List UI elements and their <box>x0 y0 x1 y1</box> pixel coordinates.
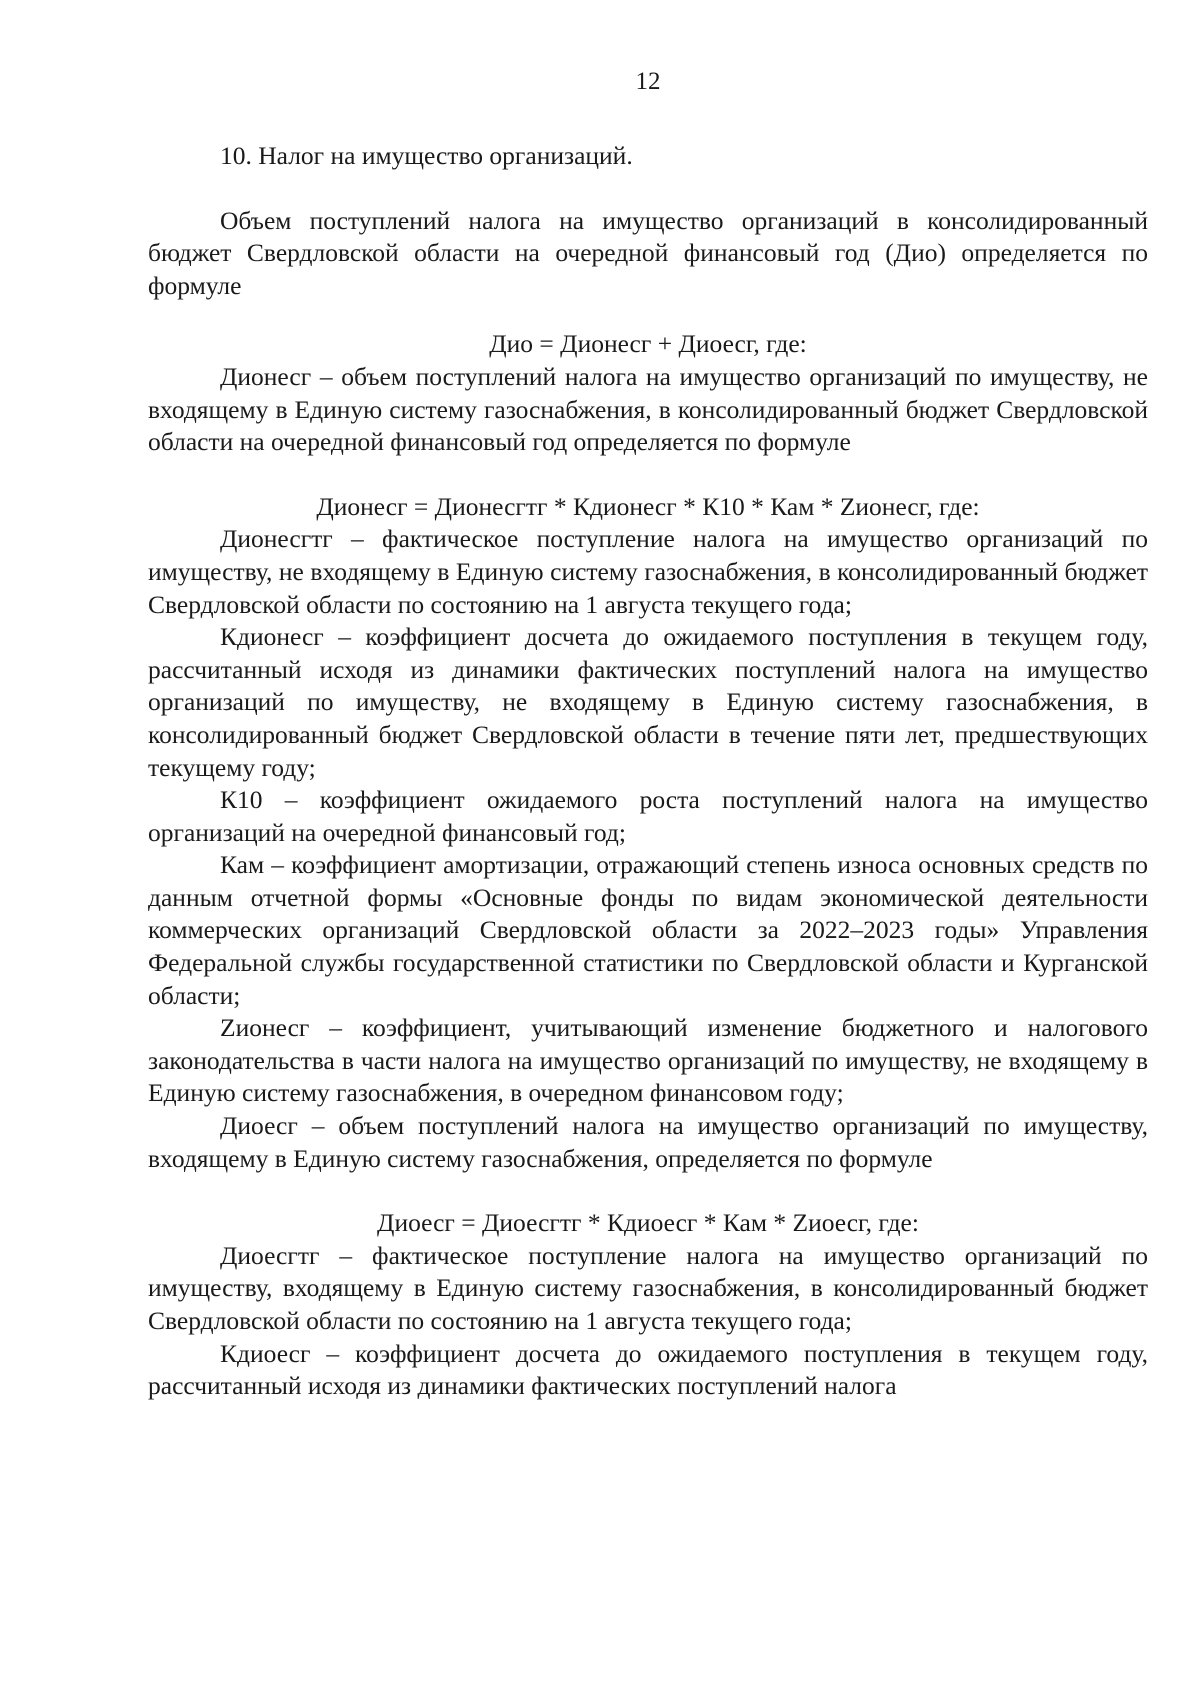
definition-kdioesg <box>148 1338 1148 1403</box>
definition-dionesg <box>148 361 1148 459</box>
formula-dioesg: Диоесг = Диоесгтг * Кдиоесг * Кам * Zиоесг, где: <box>377 1208 919 1238</box>
document-body <box>148 140 1148 1403</box>
definition-kam <box>148 849 1148 1012</box>
definition-k10 <box>148 784 1148 849</box>
definition-zionesg <box>148 1012 1148 1110</box>
definition-term: Дионесгтг <box>220 524 333 554</box>
definition-text: – коэффициент ожидаемого роста поступлений налога на имущество организаций на очередной финансовый год; <box>148 785 1148 847</box>
definition-text: – коэффициент амортизации, отражающий степень износа основных средств по данным отчетной формы «Основные фонды по видам экономической деятельности коммерческих организаций Свердловской области за 2022–2023 годы» Управления Федеральной службы государственной статистики по Свердловской области и Курганской области; <box>148 850 1148 1010</box>
definition-term: Zионесг <box>220 1013 310 1043</box>
section-heading: 10. Налог на имущество организаций. <box>220 141 633 170</box>
page-number: 12 <box>635 68 661 95</box>
definition-text: – объем поступлений налога на имущество организаций по имуществу, входящему в Единую систему газоснабжения, определяется по формуле <box>148 1111 1148 1173</box>
definition-text: – фактическое поступление налога на имущество организаций по имуществу, не входящему в Единую систему газоснабжения, в консолидированный бюджет Свердловской области по состоянию на 1 августа текущего года; <box>148 524 1148 619</box>
spacer <box>148 173 1148 205</box>
definition-text: – объем поступлений налога на имущество организаций по имуществу, не входящему в Единую систему газоснабжения, в консолидированный бюджет Свердловской области на очередной финансовый год определяется по формуле <box>148 361 1148 457</box>
spacer <box>148 459 1148 491</box>
definition-kdionesg <box>148 621 1148 784</box>
definition-term: Диоесг <box>220 1111 298 1141</box>
definition-text: – коэффициент досчета до ожидаемого поступления в текущем году, рассчитанный исходя из динамики фактических поступлений налога <box>148 1338 1148 1401</box>
definition-text: – коэффициент досчета до ожидаемого поступления в текущем году, рассчитанный исходя из динамики фактических поступлений налога на имущество организаций по имуществу, не входящему в Единую систему газоснабжения, в консолидированный бюджет Свердловской области в течение пяти лет, предшествующих текущему году; <box>148 622 1148 782</box>
formula-dio: Дио = Дионесг + Диоесг, где: <box>489 329 807 359</box>
definition-term: Диоесгтг <box>220 1240 320 1270</box>
intro-paragraph: Объем поступлений налога на имущество организаций в консолидированный бюджет Свердловской области на очередной финансовый год (Дио) определяется по формуле <box>148 205 1148 300</box>
definition-term: Кам <box>220 850 265 880</box>
definition-term: К10 <box>220 785 263 815</box>
spacer <box>148 1175 1148 1207</box>
definition-term: Кдионесг <box>220 622 324 652</box>
definition-text: – фактическое поступление налога на имущество организаций по имуществу, входящему в Единую систему газоснабжения, в консолидированный бюджет Свердловской области по состоянию на 1 августа текущего года; <box>148 1240 1148 1335</box>
definition-term: Кдиоесг <box>220 1338 311 1368</box>
definition-dionesgtg <box>148 523 1148 621</box>
definition-dioesg <box>148 1110 1148 1175</box>
definition-text: – коэффициент, учитывающий изменение бюджетного и налогового законодательства в части налога на имущество организаций по имуществу, не входящему в Единую систему газоснабжения, в очередном финансовом году; <box>148 1013 1148 1108</box>
definition-dioesgtg <box>148 1240 1148 1338</box>
definition-term: Дионесг <box>220 361 312 391</box>
formula-dionesg: Дионесг = Дионесгтг * Кдионесг * К10 * Кам * Zионесг, где: <box>316 491 980 521</box>
spacer <box>148 302 1148 328</box>
